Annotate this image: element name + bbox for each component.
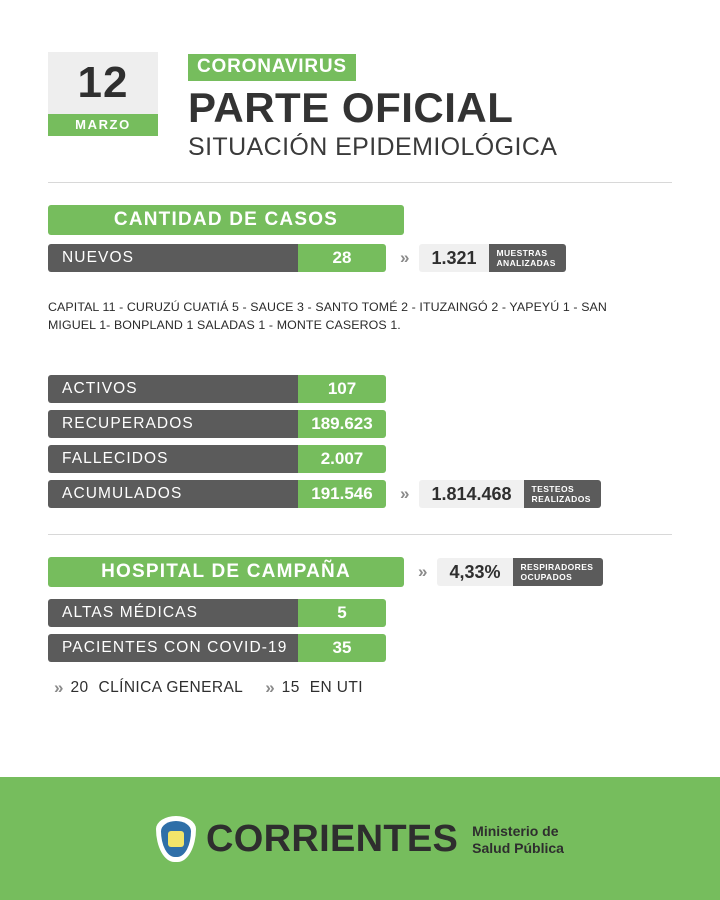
samples-value: 1.321 xyxy=(419,244,488,272)
chevron-right-icon: » xyxy=(54,678,62,697)
row-value-nuevos: 28 xyxy=(298,244,386,272)
samples-caption-line1: MUESTRAS xyxy=(496,248,548,258)
detail-number-uti: 15 xyxy=(281,679,300,696)
kicker-badge: CORONAVIRUS xyxy=(188,54,356,81)
detail-label-uti: EN UTI xyxy=(309,679,363,696)
page-title: PARTE OFICIAL xyxy=(188,84,514,131)
footer-content xyxy=(156,816,564,862)
coat-of-arms-icon xyxy=(156,816,196,862)
tests-value: 1.814.468 xyxy=(419,480,523,508)
respirators-caption-line1: RESPIRADORES xyxy=(520,562,594,572)
hospital-section xyxy=(0,535,720,698)
row-value-recuperados: 189.623 xyxy=(298,410,386,438)
ministry-name xyxy=(472,821,564,857)
ministry-line2: Salud Pública xyxy=(472,839,564,856)
respirators-caption-line2: OCUPADOS xyxy=(520,572,573,582)
cases-stats-stack xyxy=(48,375,672,508)
respirators-pill xyxy=(437,558,603,586)
row-label-activos: ACTIVOS xyxy=(48,375,298,403)
tests-caption-line2: REALIZADOS xyxy=(531,494,591,504)
row-label-acumulados: ACUMULADOS xyxy=(48,480,298,508)
row-activos xyxy=(48,375,672,403)
detail-label-clinica: CLÍNICA GENERAL xyxy=(98,679,244,696)
row-recuperados xyxy=(48,410,672,438)
row-pacientes-covid xyxy=(48,634,672,662)
row-acumulados xyxy=(48,480,672,508)
samples-caption xyxy=(489,244,566,272)
hospital-band-title: HOSPITAL DE CAMPAÑA xyxy=(48,557,404,587)
date-day: 12 xyxy=(48,52,158,114)
row-value-pacientes-covid: 35 xyxy=(298,634,386,662)
chevron-right-icon: » xyxy=(265,678,273,697)
cases-section xyxy=(0,183,720,508)
respirators-caption xyxy=(513,558,604,586)
samples-pill xyxy=(419,244,565,272)
hospital-detail-row xyxy=(48,678,672,698)
row-nuevos xyxy=(48,244,672,272)
row-label-fallecidos: FALLECIDOS xyxy=(48,445,298,473)
footer xyxy=(0,777,720,900)
chevron-right-icon: » xyxy=(400,484,408,503)
title-block xyxy=(188,52,557,162)
row-fallecidos xyxy=(48,445,672,473)
cases-distribution-text: CAPITAL 11 - CURUZÚ CUATIÁ 5 - SAUCE 3 - SANTO TOMÉ 2 - ITUZAINGÓ 2 - YAPEYÚ 1 - SAN MIGUEL 1- BONPLAND 1 SALADAS 1 - MONTE CASEROS 1. xyxy=(48,300,607,332)
tests-caption xyxy=(524,480,601,508)
ministry-line1: Ministerio de xyxy=(472,822,559,839)
row-label-nuevos: NUEVOS xyxy=(48,244,298,272)
chevron-right-icon: » xyxy=(418,562,426,581)
detail-number-clinica: 20 xyxy=(70,679,89,696)
respirators-value: 4,33% xyxy=(437,558,512,586)
date-month: MARZO xyxy=(48,114,158,136)
row-value-acumulados: 191.546 xyxy=(298,480,386,508)
row-label-altas-medicas: ALTAS MÉDICAS xyxy=(48,599,298,627)
row-value-altas-medicas: 5 xyxy=(298,599,386,627)
row-label-recuperados: RECUPERADOS xyxy=(48,410,298,438)
row-value-activos: 107 xyxy=(298,375,386,403)
hospital-header xyxy=(48,557,672,587)
hospital-stats-stack xyxy=(48,599,672,662)
header xyxy=(0,0,720,162)
tests-pill xyxy=(419,480,600,508)
tests-caption-line1: TESTEOS xyxy=(531,484,575,494)
samples-caption-line2: ANALIZADAS xyxy=(496,258,556,268)
date-block xyxy=(48,52,158,136)
cases-band-title: CANTIDAD DE CASOS xyxy=(48,205,404,235)
brand-name: CORRIENTES xyxy=(206,817,459,860)
chevron-right-icon: » xyxy=(400,248,408,267)
page-subtitle: SITUACIÓN EPIDEMIOLÓGICA xyxy=(188,133,558,161)
row-value-fallecidos: 2.007 xyxy=(298,445,386,473)
row-altas-medicas xyxy=(48,599,672,627)
row-label-pacientes-covid: PACIENTES CON COVID-19 xyxy=(48,634,298,662)
